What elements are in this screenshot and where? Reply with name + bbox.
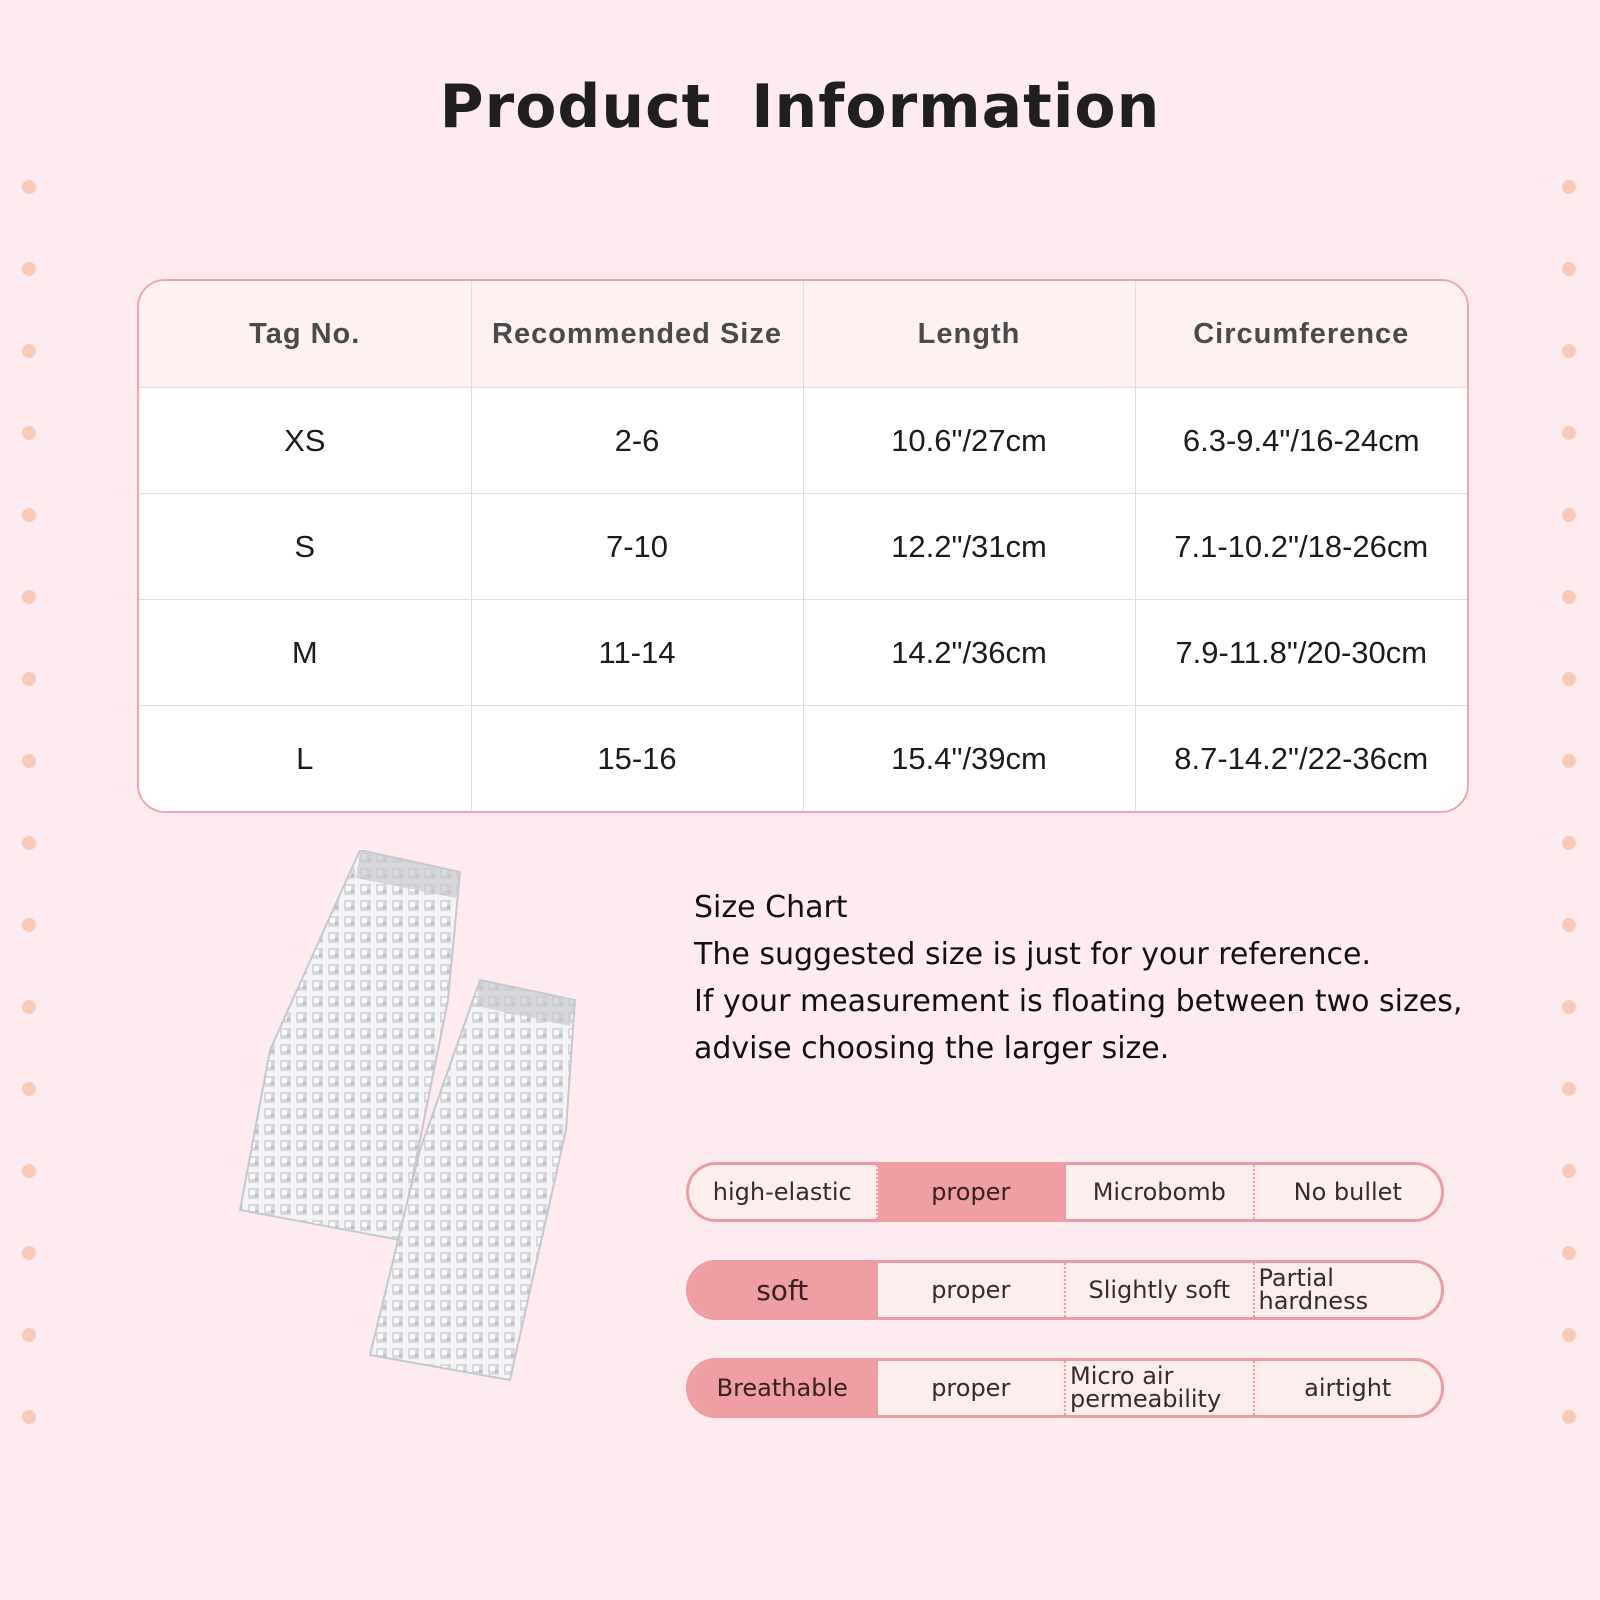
- decor-dot: [1562, 918, 1576, 932]
- right-decorative-dots: [1562, 180, 1578, 1492]
- option-breathable-selected: Breathable: [689, 1361, 878, 1415]
- cell-tag: S: [139, 494, 471, 600]
- cell-tag: XS: [139, 388, 471, 494]
- decor-dot: [1562, 426, 1576, 440]
- option-soft-selected: soft: [689, 1263, 878, 1317]
- table-row: [139, 600, 1467, 706]
- decor-dot: [22, 1082, 36, 1096]
- table-row: [139, 494, 1467, 600]
- table-header-row: [139, 281, 1467, 388]
- decor-dot: [1562, 1246, 1576, 1260]
- decor-dot: [22, 1328, 36, 1342]
- option-no-bullet: No bullet: [1293, 1177, 1402, 1206]
- cell-circumference: 7.1-10.2"/18-26cm: [1135, 494, 1467, 600]
- size-notes: [694, 884, 1462, 1072]
- table-row: [139, 706, 1467, 812]
- decor-dot: [22, 590, 36, 604]
- option-airtight: airtight: [1304, 1373, 1392, 1402]
- notes-line: The suggested size is just for your reference.: [694, 937, 1371, 972]
- notes-line: If your measurement is floating between two sizes,: [694, 984, 1463, 1019]
- header-circumference: Circumference: [1135, 281, 1467, 388]
- cell-size: 15-16: [471, 706, 803, 812]
- decor-dot: [1562, 180, 1576, 194]
- option-high-elastic: high-elastic: [689, 1165, 878, 1219]
- decor-dot: [1562, 1328, 1576, 1342]
- option-proper: proper: [878, 1263, 1067, 1317]
- cell-tag: M: [139, 600, 471, 706]
- decor-dot: [22, 1000, 36, 1014]
- decor-dot: [1562, 754, 1576, 768]
- decor-dot: [22, 836, 36, 850]
- option-proper: proper: [878, 1361, 1067, 1415]
- table-row: [139, 388, 1467, 494]
- decor-dot: [22, 1410, 36, 1424]
- page-title: Product Information: [439, 72, 1161, 142]
- cell-size: 7-10: [471, 494, 803, 600]
- breathability-scale: [686, 1358, 1444, 1418]
- size-table: [137, 279, 1469, 813]
- decor-dot: [22, 262, 36, 276]
- cell-size: 11-14: [471, 600, 803, 706]
- option-slightly-soft: Slightly soft: [1066, 1263, 1255, 1317]
- decor-dot: [22, 1164, 36, 1178]
- cell-length: 15.4"/39cm: [803, 706, 1135, 812]
- cell-tag: L: [139, 706, 471, 812]
- header-length: Length: [803, 281, 1135, 388]
- option-proper-selected: proper: [878, 1165, 1067, 1219]
- option-micro-air-permeability: Micro air permeability: [1066, 1361, 1255, 1415]
- cell-circumference: 8.7-14.2"/22-36cm: [1174, 740, 1429, 776]
- cell-length: 14.2"/36cm: [803, 600, 1135, 706]
- option-microbomb: Microbomb: [1066, 1165, 1255, 1219]
- decor-dot: [22, 344, 36, 358]
- cell-circumference: 6.3-9.4"/16-24cm: [1135, 388, 1467, 494]
- decor-dot: [22, 426, 36, 440]
- decor-dot: [1562, 590, 1576, 604]
- decor-dot: [1562, 344, 1576, 358]
- decor-dot: [1562, 1410, 1576, 1424]
- decor-dot: [22, 754, 36, 768]
- cell-length: 10.6"/27cm: [803, 388, 1135, 494]
- decor-dot: [1562, 1164, 1576, 1178]
- decor-dot: [1562, 1000, 1576, 1014]
- decor-dot: [1562, 508, 1576, 522]
- notes-heading: Size Chart: [694, 890, 848, 925]
- decor-dot: [1562, 262, 1576, 276]
- cell-circumference: 7.9-11.8"/20-30cm: [1135, 600, 1467, 706]
- header-recommended-size: Recommended Size: [471, 281, 803, 388]
- product-photo-leg-warmers: [230, 850, 600, 1410]
- left-decorative-dots: [22, 180, 38, 1492]
- decor-dot: [22, 918, 36, 932]
- decor-dot: [22, 1246, 36, 1260]
- option-partial-hardness: Partial hardness: [1258, 1264, 1369, 1315]
- decor-dot: [22, 180, 36, 194]
- header-tag-no: Tag No.: [139, 281, 471, 388]
- notes-line: advise choosing the larger size.: [694, 1031, 1170, 1066]
- decor-dot: [1562, 672, 1576, 686]
- decor-dot: [1562, 836, 1576, 850]
- cell-length: 12.2"/31cm: [803, 494, 1135, 600]
- decor-dot: [1562, 1082, 1576, 1096]
- cell-size: 2-6: [471, 388, 803, 494]
- decor-dot: [22, 508, 36, 522]
- softness-scale: [686, 1260, 1444, 1320]
- elasticity-scale: [686, 1162, 1444, 1222]
- decor-dot: [22, 672, 36, 686]
